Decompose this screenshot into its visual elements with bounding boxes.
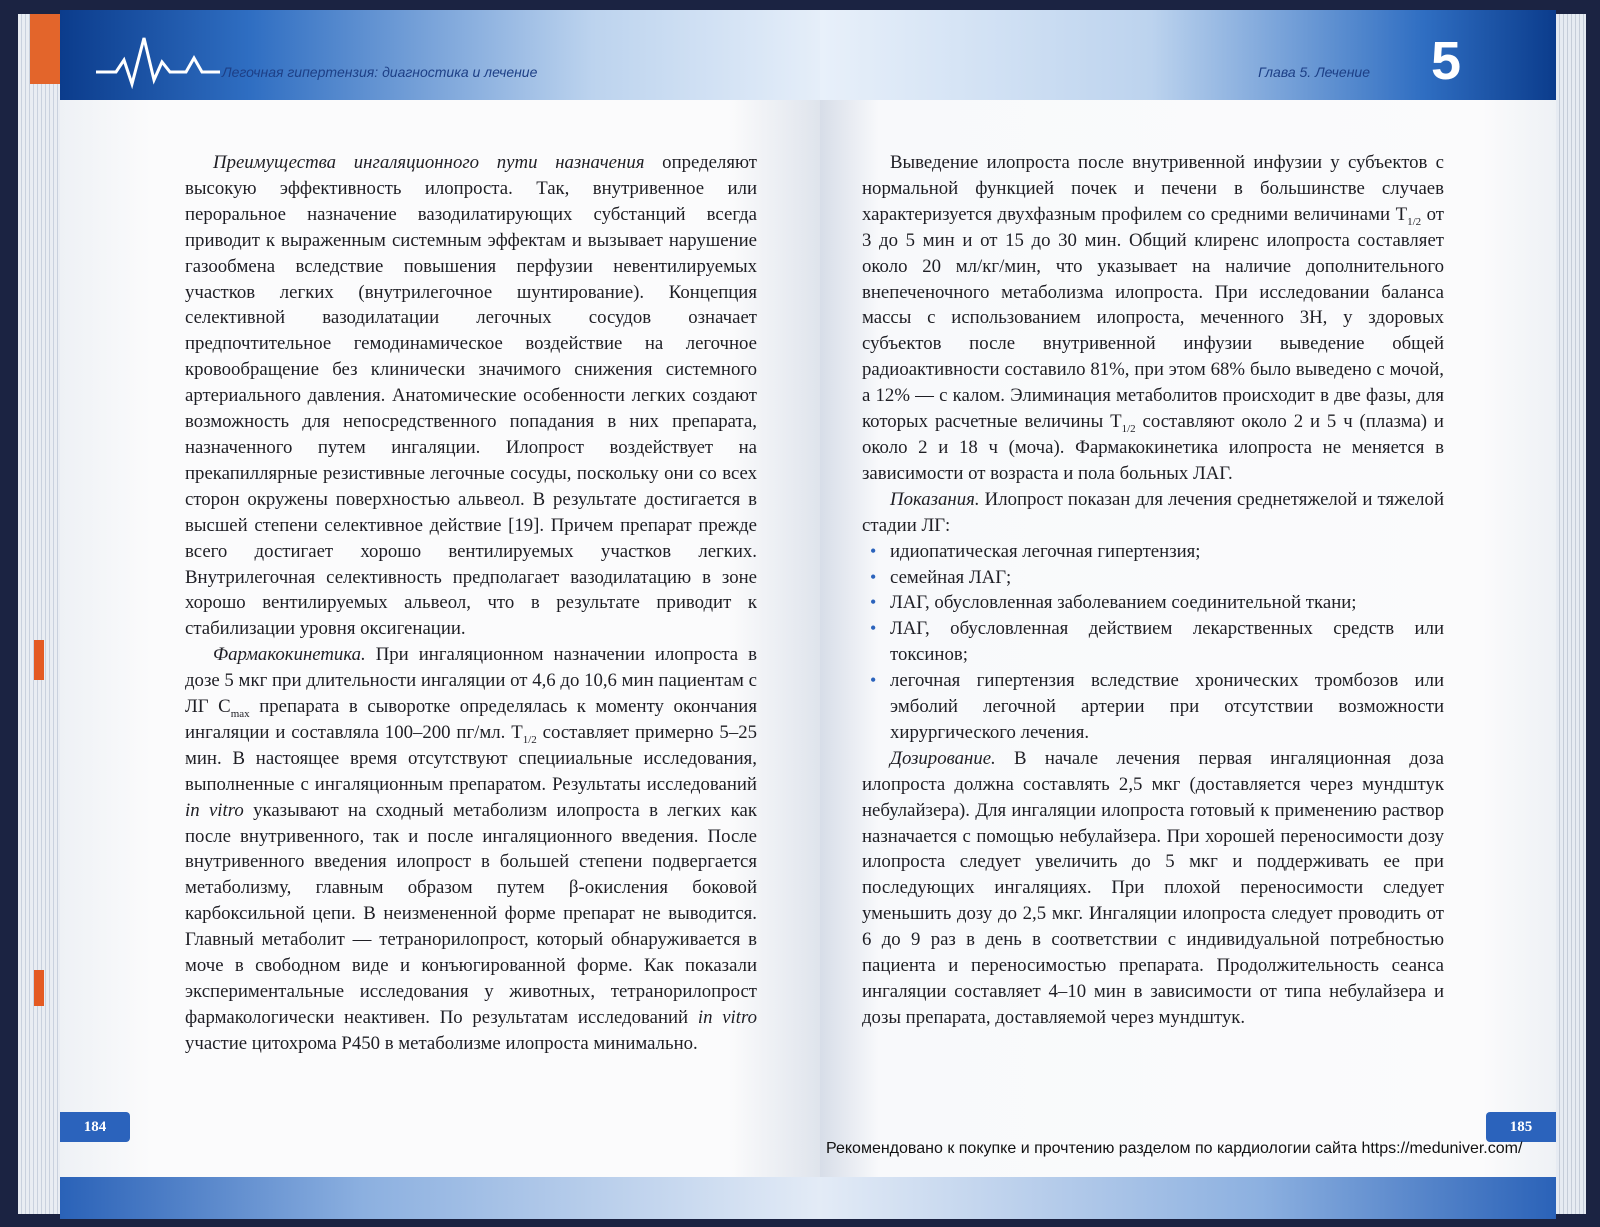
recommendation-watermark: Рекомендовано к покупке и прочтению разделом по кардиологии сайта https://meduniver.com/ [826,1140,1523,1157]
paragraph [862,150,1444,487]
paragraph-lead: Фармакокинетика. [213,644,366,666]
paragraph-lead: Дозирование. [890,747,996,769]
paragraph-text: составляет примерно 5–25 мин. В настоящее время отсутствуют специиальные исследования, выполненные с ингаляционным препаратом. Результаты исследований [185,721,757,795]
paragraph-text: определяют высокую эффективность илопроста. Так, внутривенное или пероральное назначение вазодилатирующих субстанций всегда приводит к выраженным системным эффектам и вызывает нарушение газообмена вследствие повышения перфузии невентилируемых участков легких (внутрилегочное шунтирование). Концепция селективной вазодилатации легочных сосудов означает предпочтительное гемодинамическое воздействие на легочное кровообращение без клинически значимого снижения системного артериального давления. Анатомические особенности легких создают возможность для непосредственного попадания в них препарата, назначенного путем ингаляции. Илопрост воздействует на прекапиллярные резистивные легочные сосуды, поскольку они со всех сторон окружены поверхностью альвеол. В результате достигается в высшей степени селективное действие [19]. Причем препарат прежде всего достигает хорошо вентилируемых участков легких. Внутрилегочная селективность предполагает вазодилатацию в зоне хорошо вентилируемых альвеол, что в результате приводит к стабилизации уровня оксигенации. [185,152,757,640]
paragraph-text: от 3 до 5 мин и от 15 до 30 мин. Общий клиренс илопроста составляет около 20 мл/кг/мин, что указывает на наличие дополнительного внепеченочного метаболизма илопроста. При исследовании баланса массы с использованием илопроста, меченного 3H, у здоровых субъектов после внутривенной инфузии выведение общей радиоактивности составило 81%, при этом 68% было выведено с мочой, а 12% — с калом. Элиминация метаболитов происходит в две фазы, для которых расчетные величины T [862,203,1445,433]
subscript: 1/2 [522,733,537,746]
heartbeat-pulse-icon [96,32,220,94]
page-number: 185 [1486,1112,1556,1142]
paragraph [185,642,757,1057]
list-item: • семейная ЛАГ; [890,565,1444,591]
orange-edge-strip [30,14,60,1214]
footer-bar [820,1177,1556,1219]
list-item: • легочная гипертензия вследствие хронических тромбозов или эмболий легочной артерии при отсутствии возможности хирургического лечения. [890,668,1444,746]
subscript: 1/2 [1121,422,1136,435]
right-page-header [820,10,1556,100]
paragraph-text: При ингаляционном назначении илопроста в дозе 5 мкг при длительности ингаляции от 4,6 до 10,6 мин пациентам с ЛГ C [185,644,757,718]
paragraph-text: Выведение илопроста после внутривенной инфузии у субъектов с нормальной функцией почек и печени в большинстве случаев характеризуется двухфазным профилем со средними величинами T [862,152,1444,225]
left-page-body [185,150,757,1057]
list-item: • идиопатическая легочная гипертензия; [890,539,1444,565]
running-header-title: Глава 5. Лечение [1258,64,1370,80]
paragraph-text: Илопрост показан для лечения среднетяжелой и тяжелой стадии ЛГ: [862,488,1444,536]
subscript: max [230,707,250,720]
edge-mark [34,640,44,680]
left-page [60,10,820,1219]
paragraph-lead: Преимущества ингаляционного пути назначения [213,152,645,173]
running-header-title: Легочная гипертензия: диагностика и лечение [222,64,538,80]
paragraph [185,150,757,642]
paragraph-text: В начале лечения первая ингаляционная доза илопроста должна составлять 2,5 мкг (доставляется через мундштук небулайзера). Для ингаляции илопроста готовый к применению раствор назначается с помощью небулайзера. При хорошей переносимости дозу илопроста следует увеличить до 5 мкг и поддерживать ее при последующих ингаляциях. При плохой переносимости следует уменьшить дозу до 2,5 мкг. Ингаляции илопроста следует проводить от 6 до 9 раз в день в соответствии с индивидуальной потребностью пациента и переносимостью препарата. Продолжительность сеанса ингаляции составляет 4–10 мин в зависимости от типа небулайзера и дозы препарата, доставляемой через мундштук. [862,747,1444,1028]
footer-bar [60,1177,820,1219]
page-number: 184 [60,1112,130,1142]
paragraph-text: участие цитохрома P450 в метаболизме илопроста минимально. [185,1032,698,1054]
indications-list [862,539,1444,746]
italic-term: in vitro [185,799,244,821]
edge-mark [34,970,44,1006]
paragraph-text: препарата в сыворотке определялась к моменту окончания ингаляции и составляла 100–200 пг/мл. T [185,696,757,743]
paragraph [862,746,1444,1031]
paragraph-text: составляют около 2 и 5 ч (плазма) и около 2 и 18 ч (моча). Фармакокинетика илопроста не меняется в зависимости от возраста и пола больных ЛАГ. [862,411,1444,484]
chapter-number: 5 [1430,31,1461,91]
list-item: • ЛАГ, обусловленная действием лекарственных средств или токсинов; [890,616,1444,668]
paragraph-text: указывают на сходный метаболизм илопроста в легких как после внутривенного, так и после ингаляционного введения. После внутривенного введения илопрост в большей степени подвергается метаболизму, главным образом путем β-окисления боковой карбоксильной цепи. В неизмененной форме препарат не выводится. Главный метаболит — тетранорилопрост, который обнаруживается в моче в свободном виде и конъюгированной форме. Как показали экспериментальные исследования у животных, тетранорилопрост фармакологически неактивен. По результатам исследований [185,799,757,1028]
italic-term: in vitro [697,1006,757,1028]
right-page-body [862,150,1444,1031]
paragraph [862,487,1444,539]
list-item: • ЛАГ, обусловленная заболеванием соединительной ткани; [890,590,1444,616]
right-page [820,10,1556,1219]
subscript: 1/2 [1407,215,1422,228]
paragraph-lead: Показания. [890,488,980,510]
left-page-header [60,10,820,100]
